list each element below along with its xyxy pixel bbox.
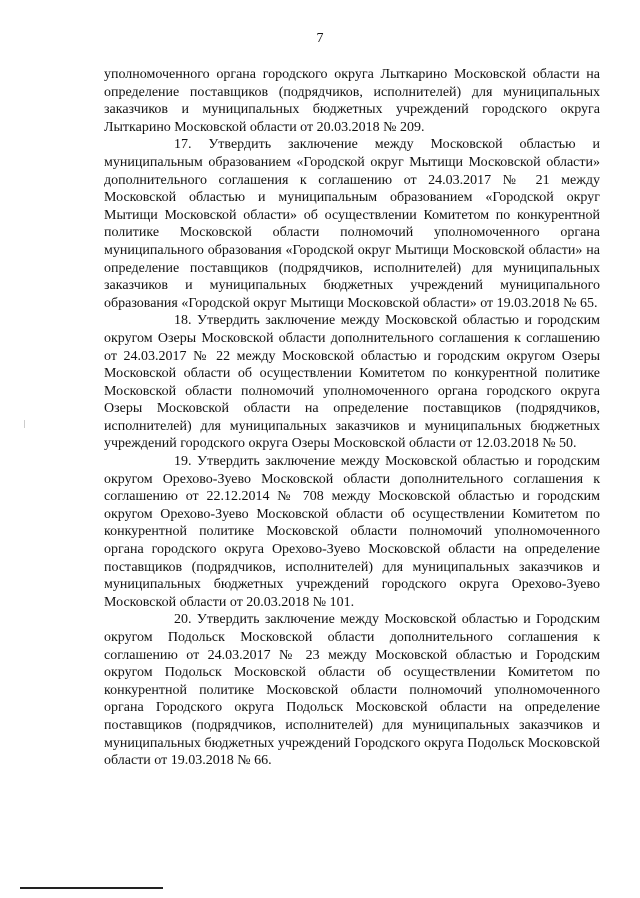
page-number: 7 <box>316 31 324 46</box>
scan-margin-mark <box>24 420 25 428</box>
footer-rule <box>20 887 163 889</box>
paragraph-item-20: 20. Утвердить заключение между Московской областью и Городским округом Подольск Московской области дополнительного соглашения к соглашению от 24.03.2017 № 23 между Московской областью и Городским округом Подольск Московской области об осуществлении Комитетом по конкурентной политике Московской области полномочий уполномоченного органа Городского округа Подольск Московской области на определение поставщиков (подрядчиков, исполнителей) для муниципальных заказчиков и муниципальных бюджетных учреждений Городского округа Подольск Московской области от 19.03.2018 № 66. <box>104 612 600 769</box>
paragraph-item-17: 17. Утвердить заключение между Московской областью и муниципальным образованием «Городской округ Мытищи Московской области» дополнительного соглашения к соглашению от 24.03.2017 № 21 между Московской областью и муниципальным образованием «Городской округ Мытищи Московской области» об осуществлении Комитетом по конкурентной политике Московской области полномочий уполномоченного органа муниципального образования «Городской округ Мытищи Московской области» на определение поставщиков (подрядчиков, исполнителей) для муниципальных заказчиков и муниципальных бюджетных учреждений муниципального образования «Городской округ Мытищи Московской области» от 19.03.2018 № 65. <box>104 137 600 311</box>
document-body <box>104 66 600 770</box>
paragraph-item-18: 18. Утвердить заключение между Московской областью и городским округом Озеры Московской области дополнительного соглашения к соглашению от 24.03.2017 № 22 между Московской областью и городским округом Озеры Московской области об осуществлении Комитетом по конкурентной политике Московской области полномочий уполномоченного органа городского округа Озеры Московской области на определение поставщиков (подрядчиков, исполнителей) для муниципальных заказчиков и муниципальных бюджетных учреждений городского округа Озеры Московской области от 12.03.2018 № 50. <box>104 313 600 452</box>
paragraph-continuation-16: уполномоченного органа городского округа Лыткарино Московской области на определение поставщиков (подрядчиков, исполнителей) для муниципальных заказчиков и муниципальных бюджетных учреждений городского округа Лыткарино Московской области от 20.03.2018 № 209. <box>104 67 600 135</box>
paragraph-item-19: 19. Утвердить заключение между Московской областью и городским округом Орехово-Зуево Московской области дополнительного соглашения к соглашению от 22.12.2014 № 708 между Московской областью и городским округом Орехово-Зуево Московской области об осуществлении Комитетом по конкурентной политике Московской области полномочий уполномоченного органа городского округа Орехово-Зуево Московской области на определение поставщиков (подрядчиков, исполнителей) для муниципальных заказчиков и муниципальных бюджетных учреждений городского округа Орехово-Зуево Московской области от 20.03.2018 № 101. <box>104 454 600 610</box>
